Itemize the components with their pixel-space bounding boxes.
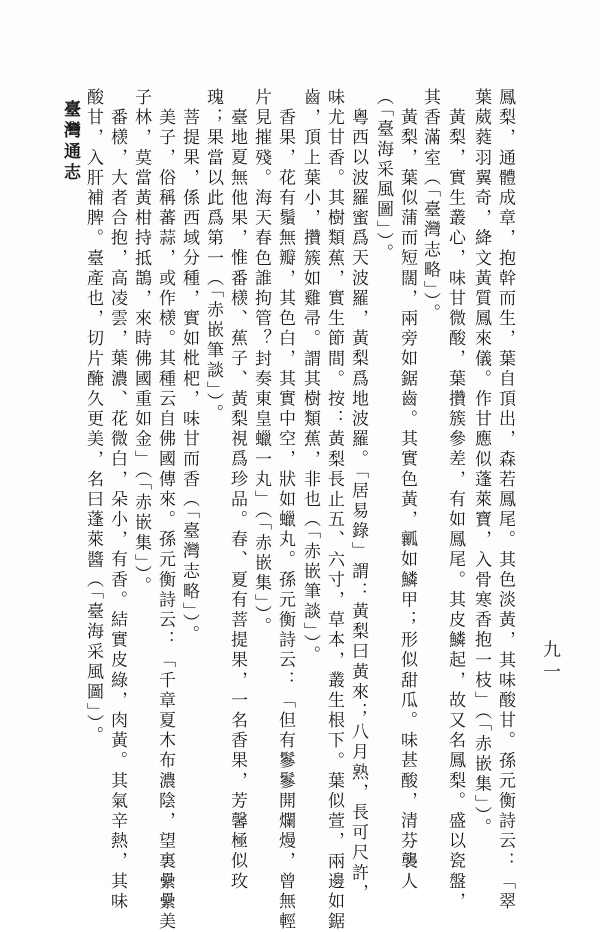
- text-column: （「臺海采風圖」）。: [373, 88, 393, 264]
- text-column: 菩提果，係西域分種，實如枇杷，味甘而香（「臺灣志略」）。: [179, 108, 199, 646]
- text-column: 葉葳蕤羽翼奇，絳文黃質鳳來儀。作甘應似蓬萊寶，入骨寒香抱一枝」（「赤嵌集」）。: [471, 88, 491, 838]
- text-column: 番檨，大者合抱，高凌雲，葉濃、花微白，朵小，有香。結實皮綠，肉黃。其氣辛熱，其味: [107, 108, 127, 912]
- text-column: 齒，頂上葉小，攢簇如雞帚。謂其樹類蕉，非也（「赤嵌筆談」）。: [300, 88, 320, 666]
- text-column: 子林，莫當黃柑持抵鵲，來時佛國重如金」（「赤嵌集」）。: [131, 88, 151, 597]
- text-column: 臺地夏無他果，惟番檨、蕉子、黃梨視爲珍品。春、夏有菩提果，一名香果，芳馨極似玫: [227, 108, 247, 892]
- text-column: 美子，俗稱蕃蒜，或作檨。其種云自佛國傳來。孫元衡詩云：「千章夏木布濃陰，望裏纍纍美: [155, 108, 175, 932]
- text-column: 其香滿室（「臺灣志略」）。: [420, 88, 440, 324]
- text-column: 酸甘，入肝補脾。臺產也，切片醃久更美，名曰蓬萊醬（「臺海采風圖」）。: [83, 88, 103, 746]
- text-column: 粵西以波羅蜜爲天波羅，黃梨爲地波羅。「居易錄」謂：黃梨曰黃來；八月熟，長可尺許，: [348, 108, 368, 904]
- text-column: 黃梨，實生叢心，味甘微酸，葉攢簇參差，有如鳳尾。其皮鱗起，故又名鳳梨。盛以瓷盤，: [445, 108, 465, 912]
- book-title: 臺灣通志: [60, 100, 80, 184]
- text-column: 瑰；果當以此爲第一（「赤嵌筆談」）。: [203, 88, 223, 425]
- text-column: 味尤甘香。其樹類蕉，實生節間。按：黃梨長止五、六寸，草本，叢生根下。葉似萱，兩邊如鋸: [324, 88, 344, 932]
- text-column: 鳳梨，通體成章，抱幹而生，葉自頂出，森若鳳尾。其色淡黃，其味酸甘。孫元衡詩云：「翠: [495, 88, 515, 913]
- text-column: 片見摧殘。海天春色誰拘管？封奏東皇蠟一丸」（「赤嵌集」）。: [251, 88, 271, 637]
- text-column: 香果，花有鬚無瓣，其色白，其實中空，狀如蠟丸。孫元衡詩云：「但有鬖鬖開爛熳，曾無輕: [275, 108, 295, 932]
- text-column: 黃梨，葉似蒲而短闊，兩旁如鋸齒。其實色黃，瓤如鱗甲；形似甜瓜。味甚酸，清芬襲人: [397, 108, 417, 892]
- page-number: 九一: [540, 640, 561, 684]
